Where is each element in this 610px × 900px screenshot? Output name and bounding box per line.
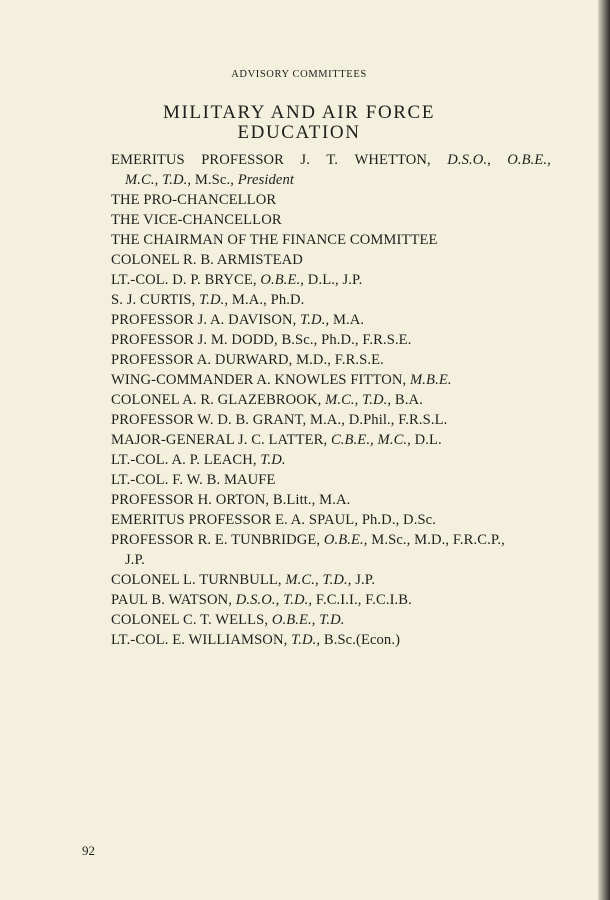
member-honours: T.D. — [260, 452, 286, 468]
member-entry-line-2 — [111, 170, 551, 190]
member-entry — [111, 270, 551, 290]
member-name: LT.-COL. A. P. LEACH, — [111, 452, 261, 468]
member-entry — [111, 370, 551, 390]
member-honours: O.B.E., — [260, 272, 305, 288]
member-entry: COLONEL R. B. ARMISTEAD — [111, 252, 303, 268]
member-entry: THE CHAIRMAN OF THE FINANCE COMMITTEE — [111, 232, 438, 248]
member-honours: O.B.E., — [323, 532, 368, 548]
member-honours: C.B.E., M.C., — [330, 432, 411, 448]
committee-member-list — [111, 150, 551, 650]
member-name: COLONEL C. T. WELLS, — [111, 612, 272, 628]
member-word: EMERITUS — [111, 152, 185, 168]
member-honours: D.S.O., T.D., — [235, 592, 313, 608]
member-entry: THE VICE-CHANCELLOR — [111, 212, 282, 228]
member-entry — [111, 150, 551, 190]
member-name: S. J. CURTIS, — [111, 292, 200, 308]
member-qualifications: D.L. — [410, 432, 442, 448]
member-name: LT.-COL. D. P. BRYCE, — [111, 272, 261, 288]
member-name: COLONEL A. R. GLAZEBROOK, — [111, 392, 326, 408]
member-honours: D.S.O., — [447, 152, 491, 168]
member-qualifications: F.C.I.I., F.C.I.B. — [312, 592, 412, 608]
member-entry: PROFESSOR H. ORTON, B.Litt., M.A. — [111, 492, 351, 508]
member-entry: THE PRO-CHANCELLOR — [111, 192, 277, 208]
member-qualifications: M.A., Ph.D. — [228, 292, 305, 308]
member-honours: T.D., — [199, 292, 229, 308]
member-word: WHETTON, — [354, 152, 431, 168]
member-name: LT.-COL. E. WILLIAMSON, — [111, 632, 292, 648]
member-entry — [111, 570, 551, 590]
member-word: T. — [326, 152, 339, 168]
member-name: WING-COMMANDER A. KNOWLES FITTON, — [111, 372, 411, 388]
member-qualifications: M.Sc., — [191, 172, 238, 188]
page-number: 92 — [82, 843, 95, 858]
member-honours: T.D., — [300, 312, 330, 328]
member-honours: M.C., T.D., — [125, 172, 192, 188]
member-honours: M.C., T.D., — [325, 392, 392, 408]
member-word: J. — [300, 152, 310, 168]
member-name: MAJOR-GENERAL J. C. LATTER, — [111, 432, 331, 448]
member-entry — [111, 430, 551, 450]
member-honours: T.D., — [291, 632, 321, 648]
member-name: COLONEL L. TURNBULL, — [111, 572, 286, 588]
member-role: President — [237, 172, 295, 188]
member-entry: PROFESSOR A. DURWARD, M.D., F.R.S.E. — [111, 352, 384, 368]
section-title — [0, 103, 598, 143]
member-name: PAUL B. WATSON, — [111, 592, 236, 608]
member-entry — [111, 450, 551, 470]
member-honours: M.B.E. — [410, 372, 452, 388]
member-honours: O.B.E., — [507, 152, 551, 168]
member-word: PROFESSOR — [201, 152, 285, 168]
running-head: ADVISORY COMMITTEES — [231, 69, 367, 80]
section-title-line-1: MILITARY AND AIR FORCE — [162, 102, 436, 123]
member-honours: M.C., T.D., — [285, 572, 352, 588]
section-title-line-2: EDUCATION — [237, 122, 361, 143]
member-entry — [111, 530, 551, 570]
member-entry — [111, 590, 551, 610]
member-entry — [111, 390, 551, 410]
member-entry: LT.-COL. F. W. B. MAUFE — [111, 472, 276, 488]
member-entry — [111, 610, 551, 630]
member-qualifications: B.A. — [391, 392, 423, 408]
member-honours: O.B.E., T.D. — [271, 612, 345, 628]
page-edge-shadow — [598, 0, 610, 900]
member-qualifications: M.Sc., M.D., F.R.C.P., — [367, 532, 505, 548]
member-name: PROFESSOR R. E. TUNBRIDGE, — [111, 532, 324, 548]
member-qualifications: J.P. — [351, 572, 376, 588]
member-entry — [111, 310, 551, 330]
member-qualifications: B.Sc.(Econ.) — [320, 632, 401, 648]
member-qualifications: D.L., J.P. — [304, 272, 363, 288]
member-entry — [111, 290, 551, 310]
member-qualifications: M.A. — [329, 312, 365, 328]
member-name: PROFESSOR J. A. DAVISON, — [111, 312, 301, 328]
member-entry — [111, 630, 551, 650]
member-entry: PROFESSOR W. D. B. GRANT, M.A., D.Phil., F.R.S.L. — [111, 412, 448, 428]
member-entry: PROFESSOR J. M. DODD, B.Sc., Ph.D., F.R.S.E. — [111, 332, 412, 348]
member-entry: EMERITUS PROFESSOR E. A. SPAUL, Ph.D., D.Sc. — [111, 512, 436, 528]
member-qualifications: J.P. — [125, 552, 145, 568]
member-entry-line-1 — [111, 150, 551, 170]
